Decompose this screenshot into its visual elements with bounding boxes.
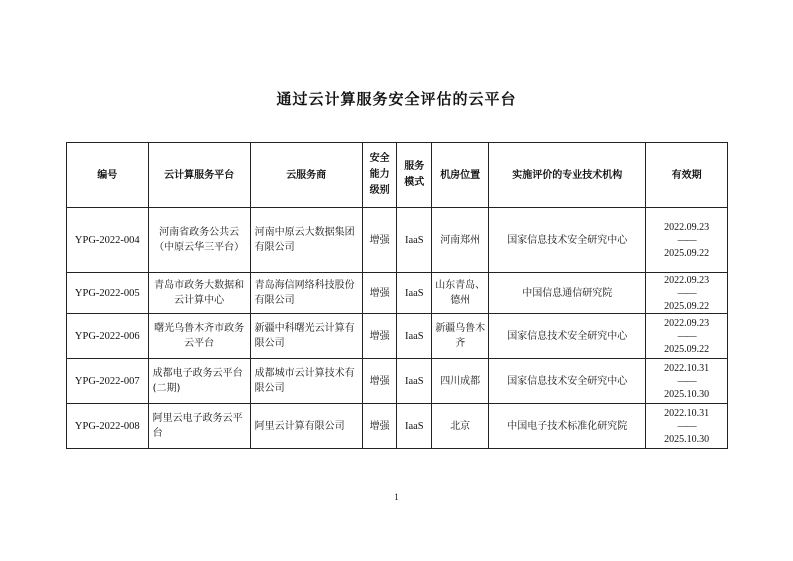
cell-validity [646,359,728,404]
cell-mode: IaaS [397,404,432,449]
cell-validity [646,273,728,314]
header-provider: 云服务商 [250,143,362,208]
cell-provider: 青岛海信网络科技股份有限公司 [250,273,362,314]
validity-end: 2025.09.22 [664,247,710,259]
validity-separator: —— [677,287,696,299]
validity-end: 2025.10.30 [664,388,710,400]
header-id: 编号 [67,143,149,208]
table-row [67,273,728,314]
cell-id: YPG-2022-005 [67,273,149,314]
cell-mode: IaaS [397,314,432,359]
cell-agency: 中国电子技术标准化研究院 [489,404,646,449]
validity-start: 2022.10.31 [664,362,710,374]
cell-mode: IaaS [397,208,432,273]
cell-level: 增强 [362,273,397,314]
cell-platform: 曙光乌鲁木齐市政务云平台 [148,314,250,359]
cell-mode: IaaS [397,273,432,314]
cell-level: 增强 [362,314,397,359]
validity-start: 2022.09.23 [664,317,710,329]
validity-separator: —— [677,420,696,432]
validity-end: 2025.09.22 [664,343,710,355]
header-location: 机房位置 [432,143,489,208]
cell-validity [646,404,728,449]
validity-end: 2025.09.22 [664,300,710,312]
cell-id: YPG-2022-006 [67,314,149,359]
cell-validity [646,314,728,359]
header-level-line: 安全 [369,153,390,164]
header-level-line: 能力 [369,169,390,180]
page-title: 通过云计算服务安全评估的云平台 [276,90,517,108]
validity-separator: —— [677,234,696,246]
cell-agency: 中国信息通信研究院 [489,273,646,314]
header-mode [397,143,432,208]
validity-start: 2022.09.23 [664,221,710,233]
header-level [362,143,397,208]
header-mode-line: 服务 [404,161,425,172]
cell-level: 增强 [362,404,397,449]
cell-id: YPG-2022-008 [67,404,149,449]
cell-agency: 国家信息技术安全研究中心 [489,314,646,359]
cell-platform: 阿里云电子政务云平台 [148,404,250,449]
cell-id: YPG-2022-007 [67,359,149,404]
validity-start: 2022.10.31 [664,407,710,419]
validity-start: 2022.09.23 [664,274,710,286]
table-row [67,208,728,273]
cell-provider: 阿里云计算有限公司 [250,404,362,449]
table-row [67,359,728,404]
header-validity: 有效期 [646,143,728,208]
table-row [67,404,728,449]
cell-id: YPG-2022-004 [67,208,149,273]
cell-location: 新疆乌鲁木齐 [432,314,489,359]
cell-location: 北京 [432,404,489,449]
cell-platform: 青岛市政务大数据和云计算中心 [148,273,250,314]
cell-provider: 河南中原云大数据集团有限公司 [250,208,362,273]
header-agency: 实施评价的专业技术机构 [489,143,646,208]
cell-validity [646,208,728,273]
validity-end: 2025.10.30 [664,433,710,445]
cell-provider: 成都城市云计算技术有限公司 [250,359,362,404]
page-number: 1 [394,492,399,502]
cell-provider: 新疆中科曙光云计算有限公司 [250,314,362,359]
table-header-row [67,143,728,208]
cell-mode: IaaS [397,359,432,404]
header-platform: 云计算服务平台 [148,143,250,208]
header-level-line: 级别 [369,185,390,196]
validity-separator: —— [677,330,696,342]
validity-separator: —— [677,375,696,387]
cell-level: 增强 [362,359,397,404]
header-mode-line: 模式 [404,177,425,188]
cell-location: 河南郑州 [432,208,489,273]
cell-agency: 国家信息技术安全研究中心 [489,208,646,273]
cell-agency: 国家信息技术安全研究中心 [489,359,646,404]
cloud-platform-table [66,142,728,449]
cell-location: 四川成都 [432,359,489,404]
cell-level: 增强 [362,208,397,273]
cell-location: 山东青岛、德州 [432,273,489,314]
cell-platform: 河南省政务公共云（中原云华三平台） [148,208,250,273]
table-row [67,314,728,359]
cell-platform: 成都电子政务云平台(二期) [148,359,250,404]
